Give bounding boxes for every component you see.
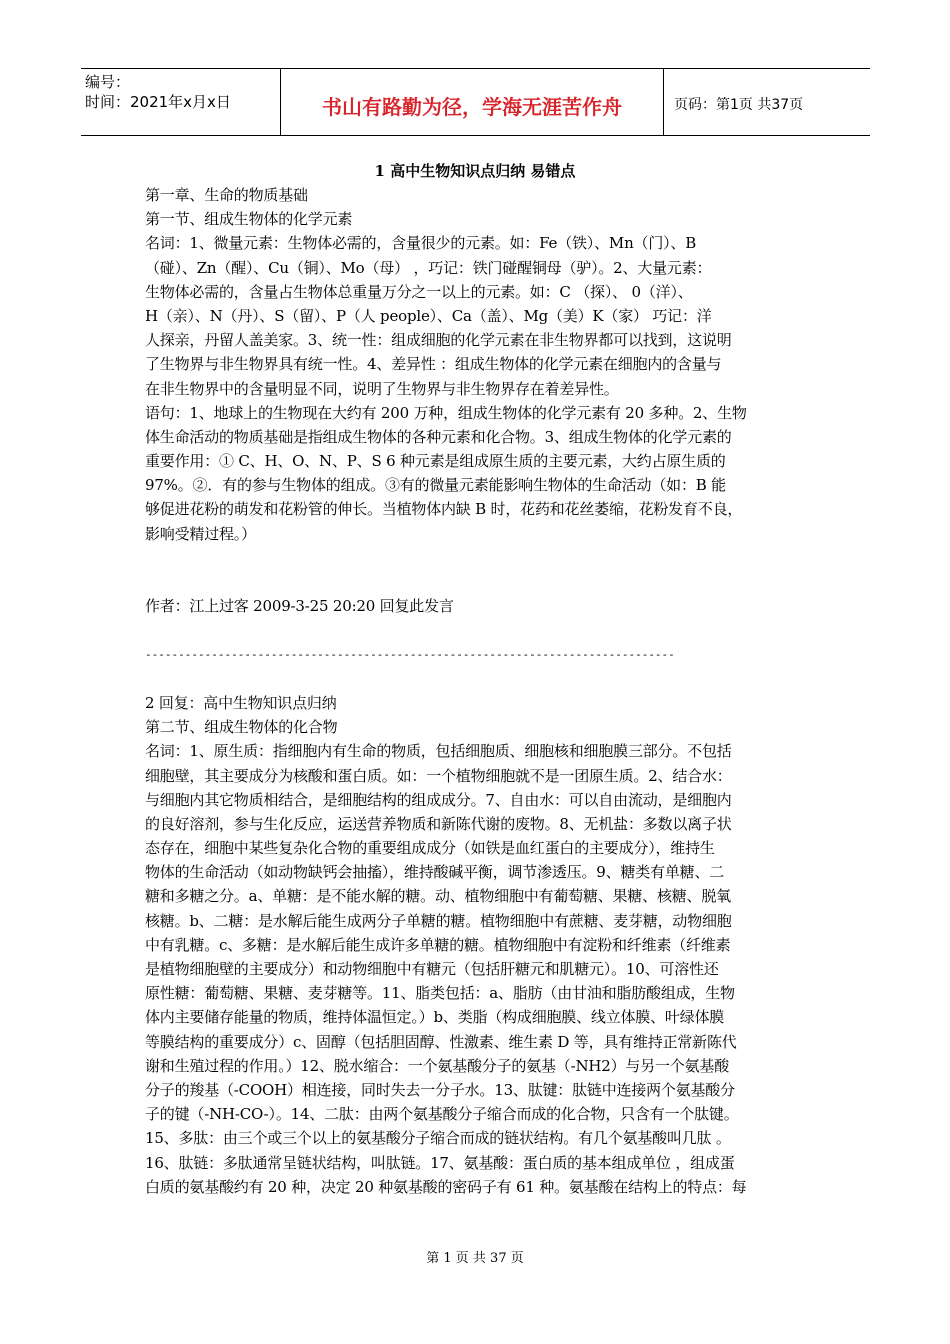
header-table — [81, 68, 870, 136]
body-line: 在非生物界中的含量明显不同，说明了生物界与非生物界存在着差异性。 — [145, 379, 619, 398]
body-line: 名词：1、微量元素：生物体必需的，含量很少的元素。如：Fe（铁）、Mn（门）、B — [145, 234, 697, 253]
body-line: 原性糖：葡萄糖、果糖、麦芽糖等。11、脂类包括：a、脂肪（由甘油和脂肪酸组成，生物 — [145, 984, 735, 1003]
body-line: 第一节、组成生物体的化学元素 — [145, 210, 353, 229]
page-footer: 第 1 页 共 37 页 — [426, 1251, 524, 1266]
body-line: 分子的羧基（-COOH）相连接，同时失去一分子水。13、肽键：肽链中连接两个氨基酸分 — [145, 1080, 735, 1099]
body-line: 核糖。b、二糖：是水解后能生成两分子单糖的糖。植物细胞中有蔗糖、麦芽糖，动物细胞 — [145, 911, 732, 930]
body-line: 等膜结构的重要成分）c、固醇（包括胆固醇、性激素、维生素 D 等，具有维持正常新陈代 — [145, 1032, 737, 1051]
body-line: 糖和多糖之分。a、单糖：是不能水解的糖。动、植物细胞中有葡萄糖、果糖、核糖、脱氧 — [145, 887, 731, 906]
body-line: 白质的氨基酸约有 20 种，决定 20 种氨基酸的密码子有 61 种。氨基酸在结构上的特点：每 — [145, 1177, 747, 1196]
body-line: H（亲）、N（丹）、S（留）、P（人 people）、Ca（盖）、Mg（美）K（家） 巧记：洋 — [145, 306, 712, 325]
header-center-cell — [281, 69, 664, 135]
body-line: 名词：1、原生质：指细胞内有生命的物质，包括细胞质、细胞核和细胞膜三部分。不包括 — [145, 742, 732, 761]
body-line: 态存在，细胞中某些复杂化合物的重要组成成分（如铁是血红蛋白的主要成分），维持生 — [145, 839, 715, 858]
body-line: 是植物细胞壁的主要成分）和动物细胞中有糖元（包括肝糖元和肌糖元）。10、可溶性还 — [145, 960, 719, 979]
body-line: 了生物界与非生物界具有统一性。4、差异性 ：组成生物体的化学元素在细胞内的含量与 — [145, 355, 722, 374]
body-line: 16、肽链：多肽通常呈链状结构，叫肽链。17、氨基酸：蛋白质的基本组成单位 ，组成蛋 — [145, 1153, 735, 1172]
body-line: 第一章、生命的物质基础 — [145, 186, 308, 204]
document-number-label: 编号： — [85, 73, 131, 91]
body-line: 体内主要储存能量的物质，维持体温恒定。）b、类脂（构成细胞膜、线立体膜、叶绿体膜 — [145, 1008, 725, 1027]
body-line: 2 回复：高中生物知识点归纳 — [145, 693, 337, 712]
body-line: 细胞壁，其主要成分为核酸和蛋白质。如：一个植物细胞就不是一团原生质。2、结合水： — [145, 766, 732, 785]
body-line: 谢和生殖过程的作用。）12、脱水缩合：一个氨基酸分子的氨基（-NH2）与另一个氨基酸 — [145, 1056, 730, 1075]
author-line: 作者：江上过客 2009-3-25 20:20 回复此发言 — [145, 597, 454, 616]
body-line: 人探亲，丹留人盖美家。3、统一性：组成细胞的化学元素在非生物界都可以找到，这说明 — [145, 331, 732, 350]
header-left-cell — [81, 69, 281, 135]
body-line: 生物体必需的，含量占生物体总重量万分之一以上的元素。如：C （探）、 0（洋）、 — [145, 282, 693, 301]
body-line: 的良好溶剂，参与生化反应，运送营养物质和新陈代谢的废物。8、无机盐：多数以离子状 — [145, 814, 732, 833]
body-line: （碰）、Zn（醒）、Cu（铜）、Mo（母） ，巧记：铁门碰醒铜母（驴）。2、大量元素： — [145, 258, 712, 277]
body-line: 物体的生命活动（如动物缺钙会抽搐），维持酸碱平衡，调节渗透压。9、糖类有单糖、二 — [145, 863, 725, 882]
header-right-cell — [664, 69, 870, 135]
body-line: 子的键（-NH-CO-）。14、二肽：由两个氨基酸分子缩合而成的化合物，只含有一个肽键。 — [145, 1105, 739, 1124]
body-line: 第二节、组成生物体的化合物 — [145, 718, 338, 737]
body-line: 重要作用：① C、H、O、N、P、S 6 种元素是组成原生质的主要元素，大约占原生质的 — [145, 452, 726, 471]
body-line: 语句：1、地球上的生物现在大约有 200 万种，组成生物体的化学元素有 20 多种。2、生物 — [145, 403, 747, 422]
body-line: 够促进花粉的萌发和花粉管的伸长。当植物体内缺 B 时，花药和花丝萎缩，花粉发育不良， — [145, 500, 743, 519]
body-line: 与细胞内其它物质相结合，是细胞结构的组成成分。7、自由水：可以自由流动，是细胞内 — [145, 790, 732, 809]
separator-line: -------------------------------------------------------------------------------- — [145, 647, 675, 661]
body-line: 影响受精过程。） — [145, 524, 256, 543]
page-code-label: 页码：第1页 共37页 — [674, 97, 804, 113]
body-line: 15、多肽：由三个或三个以上的氨基酸分子缩合而成的链状结构。有几个氨基酸叫几肽 。 — [145, 1129, 731, 1148]
body-line: 体生命活动的物质基础是指组成生物体的各种元素和化合物。3、组成生物体的化学元素的 — [145, 427, 732, 446]
document-body — [145, 183, 810, 1199]
body-line: 中有乳糖。c、多糖：是水解后能生成许多单糖的糖。植物细胞中有淀粉和纤维素（纤维素 — [145, 935, 731, 954]
body-line: 97%。②．有的参与生物体的组成。③有的微量元素能影响生物体的生命活动（如：B 能 — [145, 476, 726, 495]
document-title: 1 高中生物知识点归纳 易错点 — [374, 162, 576, 180]
document-date-label: 时间：2021年x月x日 — [85, 93, 231, 111]
motto-text: 书山有路勤为径，学海无涯苦作舟 — [322, 95, 622, 119]
